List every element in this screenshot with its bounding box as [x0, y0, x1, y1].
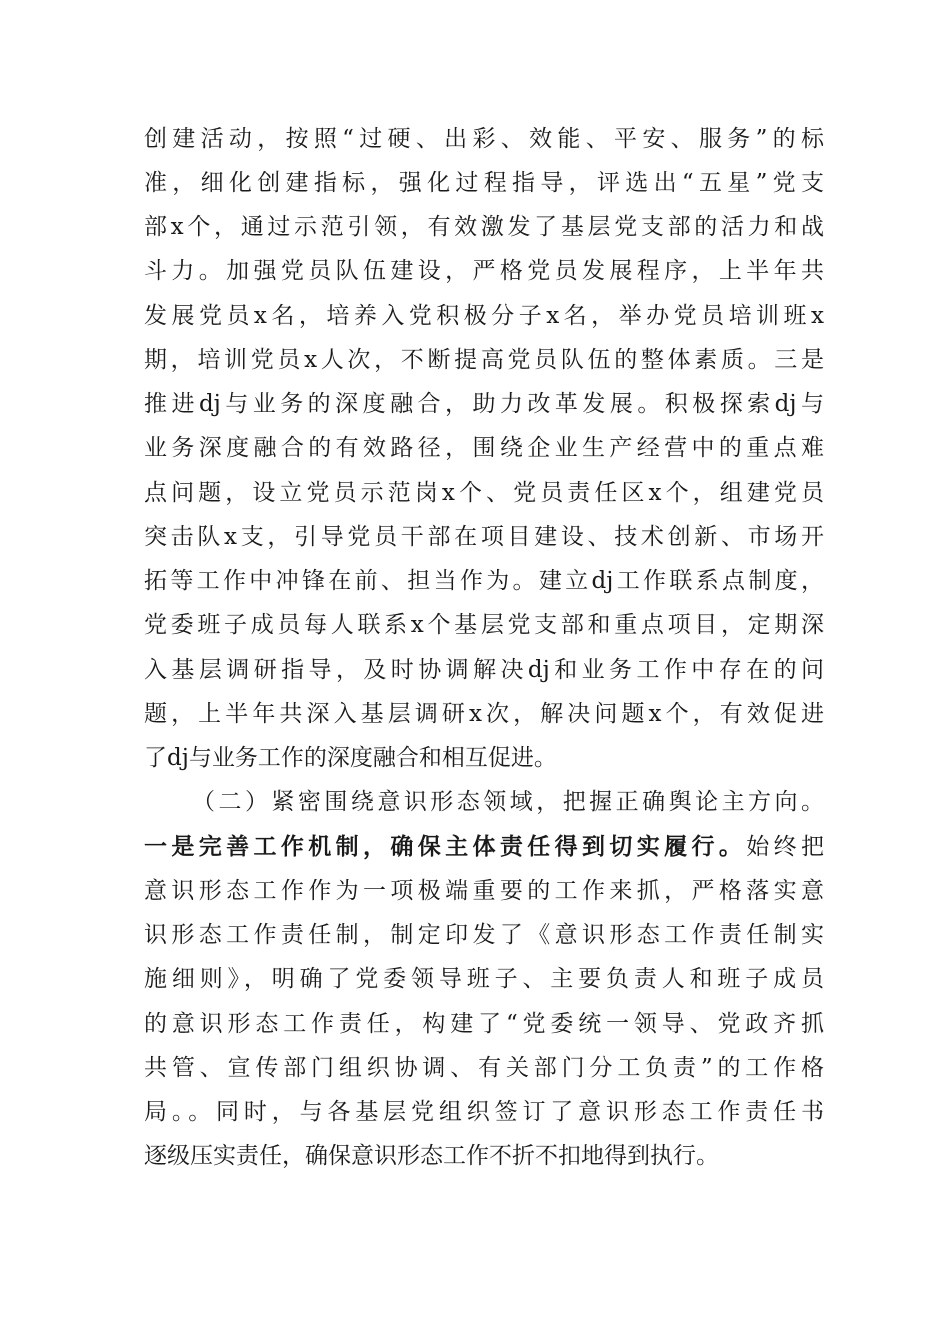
- line-text: 始终把: [746, 834, 824, 860]
- paragraph-line: 共管、宣传部门组织协调、有关部门分工负责”的工作格: [144, 1055, 824, 1081]
- paragraph-line: 的意识形态工作责任，构建了“党委统一领导、党政齐抓: [144, 1011, 824, 1037]
- paragraph-line: [144, 825, 824, 869]
- paragraph-line: 创建活动，按照“过硬、出彩、效能、平安、服务”的标: [144, 126, 824, 152]
- paragraph-line: 突击队x支，引导党员干部在项目建设、技术创新、市场开: [144, 524, 824, 550]
- paragraph-line: 发展党员x名，培养入党积极分子x名，举办党员培训班x: [144, 303, 824, 329]
- paragraph-line: 斗力。加强党员队伍建设，严格党员发展程序，上半年共: [144, 258, 824, 284]
- paragraph-line: 局。。同时，与各基层党组织签订了意识形态工作责任书: [144, 1099, 824, 1125]
- paragraph-line: 题，上半年共深入基层调研x次，解决问题x个，有效促进: [144, 701, 824, 727]
- paragraph-line: 入基层调研指导，及时协调解决dj和业务工作中存在的问: [144, 657, 824, 683]
- bold-lead-sentence: 一是完善工作机制，确保主体责任得到切实履行。: [144, 833, 747, 860]
- paragraph-line: 逐级压实责任，确保意识形态工作不折不扣地得到执行。: [144, 1143, 719, 1169]
- section-heading: （二）紧密围绕意识形态领域，把握正确舆论主方向。: [192, 789, 824, 815]
- paragraph-line: 识形态工作责任制，制定印发了《意识形态工作责任制实: [144, 922, 824, 948]
- paragraph-line: 了dj与业务工作的深度融合和相互促进。: [144, 745, 557, 771]
- paragraph-line: 点问题，设立党员示范岗x个、党员责任区x个，组建党员: [144, 480, 824, 506]
- paragraph-line: 拓等工作中冲锋在前、担当作为。建立dj工作联系点制度，: [144, 568, 824, 594]
- paragraph-line: 施细则》，明确了党委领导班子、主要负责人和班子成员: [144, 966, 824, 992]
- paragraph-line: 部x个，通过示范引领，有效激发了基层党支部的活力和战: [144, 214, 824, 240]
- paragraph-line: 期，培训党员x人次，不断提高党员队伍的整体素质。三是: [144, 347, 824, 373]
- paragraph-line: 党委班子成员每人联系x个基层党支部和重点项目，定期深: [144, 612, 824, 638]
- paragraph-line: 意识形态工作作为一项极端重要的工作来抓，严格落实意: [144, 878, 824, 904]
- paragraph-line: 业务深度融合的有效路径，围绕企业生产经营中的重点难: [144, 435, 824, 461]
- paragraph-line: 推进dj与业务的深度融合，助力改革发展。积极探索dj与: [144, 391, 824, 417]
- paragraph-line: 准，细化创建指标，强化过程指导，评选出“五星”党支: [144, 170, 824, 196]
